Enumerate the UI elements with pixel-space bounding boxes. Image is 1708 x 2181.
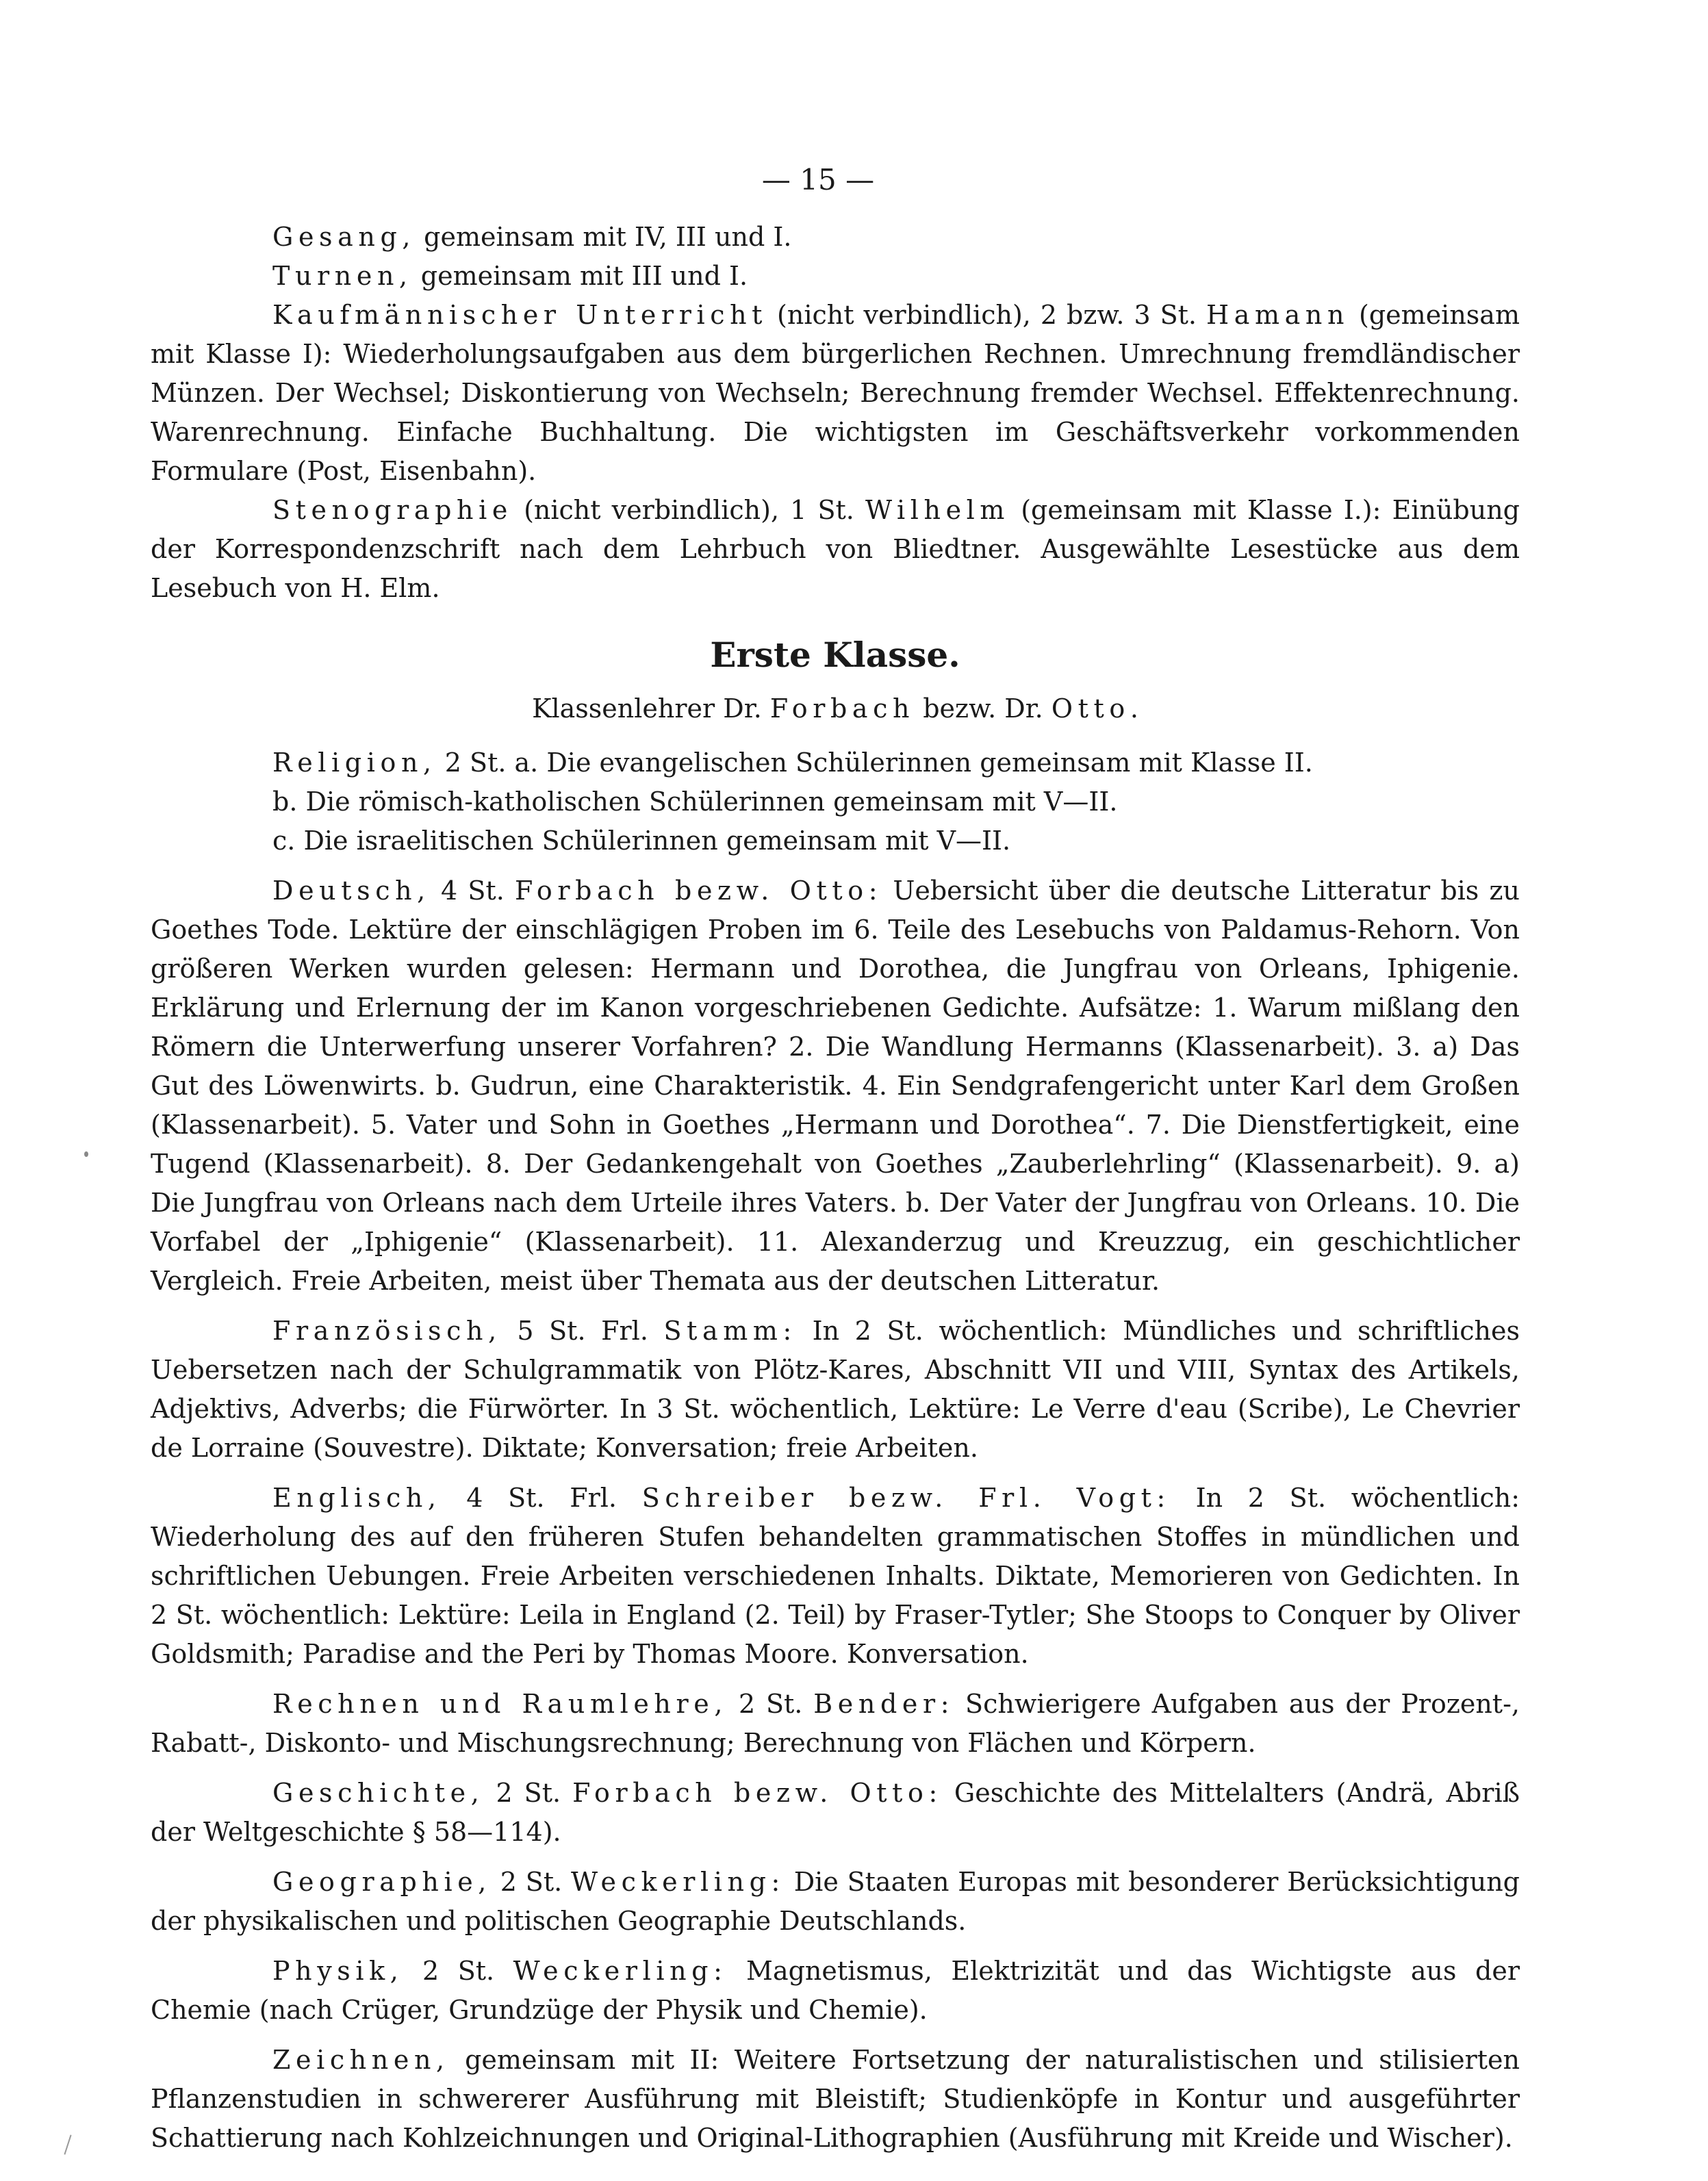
- ink-speck: [64, 2134, 71, 2154]
- teacher-name: Forbach bezw. Otto:: [514, 876, 883, 906]
- spacer: [151, 1301, 1520, 1312]
- teacher-name: Otto: [1051, 693, 1130, 724]
- teacher-line-text: .: [1130, 693, 1138, 724]
- subject-heading: Geschichte,: [272, 1778, 485, 1808]
- paragraph-geographie: [151, 1863, 1520, 1941]
- teacher-name: Weckerling:: [513, 1956, 728, 1986]
- paragraph-text: gemeinsam mit II:: [449, 2045, 735, 2075]
- paragraph-text: (nicht verbindlich), 2 bzw. 3 St.: [767, 300, 1206, 330]
- paragraph-deutsch: [151, 871, 1520, 1301]
- paragraph-text: (gemeinsam mit Klasse I.): Einübung der Korrespondenzschrift nach dem Lehrbuch von Bliedtner. Ausgewählte Lesestücke aus dem Lesebuch von H. Elm.: [151, 495, 1520, 603]
- spacer: [151, 2030, 1520, 2041]
- religion-item-c: c. Die israelitischen Schülerinnen gemeinsam mit V—II.: [272, 826, 1011, 856]
- document-body: [151, 218, 1520, 2158]
- paragraph-text: Geschichte des Mittelalters (Andrä, Abriß der Weltgeschichte § 58—114).: [151, 1778, 1520, 1847]
- paragraph-text: gemeinsam mit III und I.: [412, 261, 748, 291]
- paragraph-stenographie: [151, 491, 1520, 608]
- teacher-name: Forbach: [769, 693, 915, 724]
- subject-heading: Geographie,: [272, 1867, 492, 1897]
- paragraph-text: 2 St. a. Die evangelischen Schülerinnen gemeinsam mit Klasse II.: [436, 748, 1313, 778]
- paragraph-text: 2 St.: [403, 1956, 513, 1986]
- ink-speck: [84, 1151, 88, 1157]
- class-teacher-line: [151, 689, 1520, 728]
- paragraph-text: In 2 St. wöchentlich: Wiederholung des auf den früheren Stufen behandelten grammatischen Stoffes in mündlichen und schriftlichen Uebungen. Freie Arbeiten verschiedenen Inhalts. Diktate, Memorieren von Gedichten. In 2 St. wöchentlich: Lektüre: Leila in England (2. Teil) by Fraser-Tytler; She Stoops to Conquer by Oliver Goldsmith; Paradise and the Peri by Thomas Moore. Konversation.: [151, 1483, 1520, 1669]
- subject-heading: Englisch,: [272, 1483, 442, 1513]
- paragraph-text: (nicht verbindlich), 1 St.: [512, 495, 866, 525]
- paragraph-text: Weitere Fortsetzung der naturalistischen und stilisierten Pflanzenstudien in schwererer Ausführung mit Bleistift; Studienköpfe in Kontur und ausgeführter Schattierung nach Kohlzeichnungen und Original-Lithographien (Ausführung mit Kreide und Wischer).: [151, 2045, 1520, 2153]
- paragraph-text: (gemeinsam mit Klasse I): Wiederholungsaufgaben aus dem bürgerlichen Rechnen. Umrechnung fremdländischer Münzen. Der Wechsel; Diskontierung von Wechseln; Berechnung fremder Wechsel. Effektenrechnung. Warenrechnung. Einfache Buchhaltung. Die wichtigsten im Geschäftsverkehr vorkommenden Formulare (Post, Eisenbahn).: [151, 300, 1520, 486]
- teacher-name: Stamm:: [663, 1316, 797, 1346]
- teacher-name: Hamann: [1206, 300, 1350, 330]
- paragraph-franzoesisch: [151, 1312, 1520, 1468]
- paragraph-turnen: [151, 257, 1520, 296]
- paragraph-zeichnen: [151, 2041, 1520, 2158]
- religion-item-b: b. Die römisch-katholischen Schülerinnen gemeinsam mit V—II.: [272, 787, 1118, 817]
- paragraph-text: Die Staaten Europas mit besonderer Berücksichtigung der physikalischen und politischen Geographie Deutschlands.: [151, 1867, 1520, 1936]
- paragraph-physik: [151, 1952, 1520, 2030]
- paragraph-text: 5 St. Frl.: [501, 1316, 664, 1346]
- subject-heading: Rechnen und Raumlehre,: [272, 1689, 728, 1719]
- spacer: [151, 1852, 1520, 1863]
- subject-heading: Religion,: [272, 748, 437, 778]
- page-number: — 15 —: [761, 163, 875, 196]
- spacer: [151, 1763, 1520, 1774]
- teacher-name: Bender:: [813, 1689, 955, 1719]
- paragraph-text: Uebersicht über die deutsche Litteratur bis zu Goethes Tode. Lektüre der einschlägigen Proben im 6. Teile des Lesebuchs von Paldamus-Rehorn. Von größeren Werken wurden gelesen: Hermann und Dorothea, die Jungfrau von Orleans, Iphigenie. Erklärung und Erlernung der im Kanon vorgeschriebenen Gedichte. Aufsätze: 1. Warum mißlang den Römern die Unterwerfung unserer Vorfahren? 2. Die Wandlung Hermanns (Klassenarbeit). 3. a) Das Gut des Löwenwirts. b. Gudrun, eine Charakteristik. 4. Ein Sendgrafengericht unter Karl dem Großen (Klassenarbeit). 5. Vater und Sohn in Goethes „Hermann und Dorothea“. 7. Die Dienstfertigkeit, eine Tugend (Klassenarbeit). 8. Der Gedankengehalt von Goethes „Zauberlehrling“ (Klassenarbeit). 9. a) Die Jungfrau von Orleans nach dem Urteile ihres Vaters. b. Der Vater der Jungfrau von Orleans. 10. Die Vorfabel der „Iphigenie“ (Klassenarbeit). 11. Alexanderzug und Kreuzzug, ein geschichtlicher Vergleich. Freie Arbeiten, meist über Themata aus der deutschen Litteratur.: [151, 876, 1520, 1296]
- teacher-name: Forbach bezw. Otto:: [572, 1778, 943, 1808]
- teacher-line-text: bezw. Dr.: [915, 693, 1051, 724]
- paragraph-text: 2 St.: [728, 1689, 814, 1719]
- teacher-name: Wilhelm: [865, 495, 1010, 525]
- paragraph-kaufmaennisch: [151, 296, 1520, 491]
- section-title: Erste Klasse.: [710, 635, 960, 675]
- subject-heading: Gesang,: [272, 222, 416, 252]
- subject-heading: Turnen,: [272, 261, 413, 291]
- subject-heading: Zeichnen,: [272, 2045, 450, 2075]
- teacher-line-text: Klassenlehrer Dr.: [532, 693, 770, 724]
- paragraph-religion: [151, 743, 1520, 782]
- paragraph-text: 2 St.: [484, 1778, 573, 1808]
- subject-heading: Kaufmännischer Unterricht: [272, 300, 768, 330]
- spacer: [151, 1941, 1520, 1952]
- spacer: [151, 1674, 1520, 1685]
- teacher-name: Weckerling:: [570, 1867, 785, 1897]
- subject-heading: Physik,: [272, 1956, 404, 1986]
- subject-heading: Stenographie: [272, 495, 513, 525]
- paragraph-text: 2 St.: [492, 1867, 571, 1897]
- paragraph-text: 4 St.: [430, 876, 515, 906]
- paragraph-text: gemeinsam mit IV, III und I.: [416, 222, 792, 252]
- paragraph-rechnen: [151, 1685, 1520, 1763]
- paragraph-text: In 2 St. wöchentlich: Mündliches und schriftliches Uebersetzen nach der Schulgrammatik von Plötz-Kares, Abschnitt VII und VIII, Syntax des Artikels, Adjektivs, Adverbs; die Fürwörter. In 3 St. wöchentlich, Lektüre: Le Verre d'eau (Scribe), Le Chevrier de Lorraine (Souvestre). Diktate; Konversation; freie Arbeiten.: [151, 1316, 1520, 1463]
- paragraph-englisch: [151, 1479, 1520, 1674]
- paragraph-text: Magnetismus, Elektrizität und das Wichtigste aus der Chemie (nach Crüger, Grundzüge der Physik und Chemie).: [151, 1956, 1520, 2025]
- spacer: [151, 1468, 1520, 1479]
- paragraph-text: 4 St. Frl.: [441, 1483, 642, 1513]
- subject-heading: Deutsch,: [272, 876, 431, 906]
- paragraph-geschichte: [151, 1774, 1520, 1852]
- teacher-name: Schreiber bezw. Frl. Vogt:: [641, 1483, 1171, 1513]
- paragraph-gesang: [151, 218, 1520, 257]
- subject-heading: Französisch,: [272, 1316, 502, 1346]
- paragraph-text: Schwierigere Aufgaben aus der Prozent-, Rabatt-, Diskonto- und Mischungsrechnung; Berechnung von Flächen und Körpern.: [151, 1689, 1520, 1758]
- spacer: [151, 860, 1520, 871]
